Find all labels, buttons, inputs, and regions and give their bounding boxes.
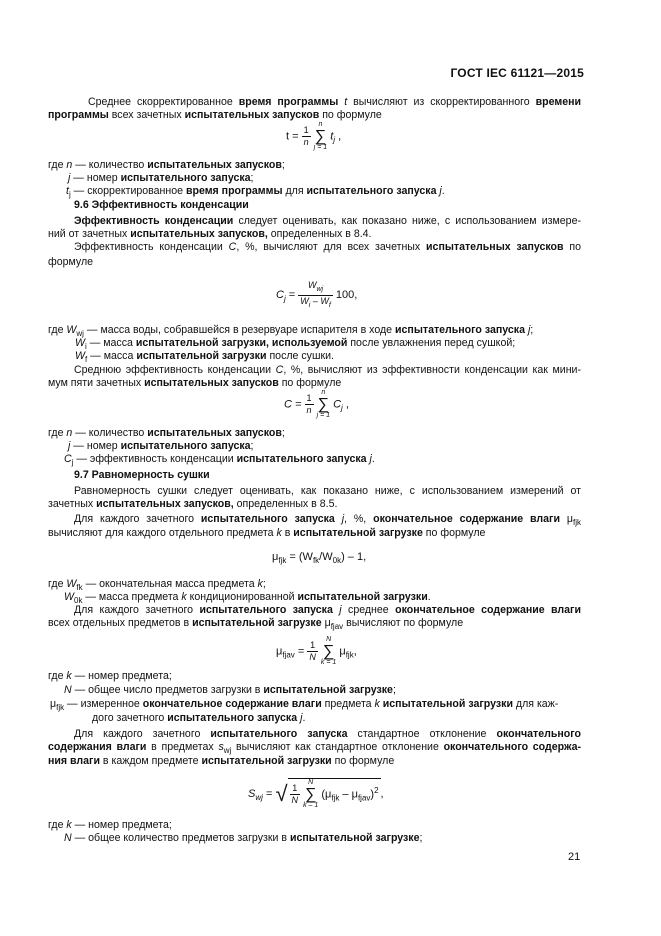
formula-condensation-efficiency: $C_j$ = $\frac{W_{wj}}{W_i - W_f}$ 100,	[276, 280, 358, 309]
text-segment: среднее	[341, 604, 396, 616]
text-segment: вычисляют из скорректированного	[347, 96, 536, 108]
text-line	[48, 228, 372, 241]
text-segment: , %, вычисляют из эффективности конденсации как мини-	[283, 364, 582, 376]
text-segment: где	[48, 324, 67, 336]
text-segment: испытательной загрузки	[136, 350, 267, 362]
text-line	[74, 364, 581, 377]
text-segment: в предметах	[146, 741, 219, 753]
text-segment: где	[48, 578, 67, 590]
text-segment: , %, вычисляют для всех зачетных	[236, 241, 427, 253]
text-segment: j	[68, 440, 71, 452]
text-segment	[335, 513, 345, 525]
text-segment: — общее количество предметов загрузки в	[71, 832, 290, 844]
formula-average-condensation-efficiency: C = $\frac{1}{n}$ n ∑ j = 1 $C_j$ ,	[284, 389, 349, 419]
text-segment: — количество	[72, 159, 148, 171]
text-segment: ний от зачетных	[48, 228, 131, 240]
text-segment: мум пяти зачетных	[48, 377, 145, 389]
text-segment: времени	[535, 96, 582, 108]
text-segment: стандартное отклонение	[347, 728, 497, 740]
text-segment: k	[66, 670, 72, 682]
text-segment: j	[68, 172, 71, 184]
text-segment: W	[64, 591, 74, 603]
text-line	[74, 728, 581, 741]
text-segment: j	[339, 604, 342, 616]
text-segment: где	[48, 819, 67, 831]
text-segment: W	[75, 350, 85, 362]
text-segment: Эффективность конденсации	[74, 241, 229, 253]
section-heading-9-7	[74, 469, 210, 482]
text-segment: предмета	[321, 698, 375, 710]
text-segment: μ	[559, 513, 573, 525]
text-segment: окончательного	[496, 728, 581, 740]
text-segment: испытательных запусков,	[130, 228, 268, 240]
text-segment: — номер	[70, 440, 121, 452]
text-line	[48, 755, 394, 768]
text-segment: ;	[281, 159, 285, 171]
text-segment: всех отдельных предметов в	[48, 617, 193, 629]
text-segment: в каждом предмете	[99, 755, 202, 767]
text-segment: по формуле	[331, 755, 395, 767]
text-segment: Среднее скорректированное	[88, 96, 239, 108]
text-segment: μ	[50, 698, 57, 710]
text-segment: окончательное содержание влаги	[142, 698, 322, 710]
text-line	[48, 256, 93, 269]
text-segment: окончательного содержа-	[443, 741, 582, 753]
standard-header: ГОСТ IEC 61121—2015	[450, 66, 584, 80]
text-segment: испытательного запуска	[395, 324, 525, 336]
text-segment: формуле	[48, 256, 94, 268]
text-segment: где	[48, 427, 67, 439]
text-segment: — номер	[70, 172, 121, 184]
text-segment: испытательного запуска	[199, 604, 333, 616]
formula-standard-deviation: $S_{wj}$ = √ $\frac{1}{N}$ N ∑ k – 1 $(\mu_{fjk} - \mu_{fjav})^2$ ,	[248, 779, 384, 809]
text-segment: j	[439, 185, 442, 197]
text-segment: — окончательная масса предмета	[82, 578, 258, 590]
text-segment: определенных в 8.5.	[233, 498, 338, 510]
text-segment: j	[300, 712, 303, 724]
text-segment: fk	[76, 583, 83, 593]
text-segment: f	[85, 355, 88, 365]
text-segment: s	[218, 741, 224, 753]
text-segment: ;	[392, 684, 396, 696]
text-segment: зачетных	[48, 498, 97, 510]
text-segment: C	[275, 364, 284, 376]
text-segment: 0k	[74, 596, 83, 606]
section-heading-9-6	[74, 199, 249, 212]
text-segment: испытательных запусков	[144, 377, 279, 389]
text-line	[48, 819, 172, 832]
text-segment: следует оценивать, как показано ниже, с использованием измере-	[233, 215, 581, 227]
text-segment: n	[66, 427, 73, 439]
text-segment: испытательных запусков	[426, 241, 564, 253]
text-segment: k	[181, 591, 187, 603]
text-segment: t	[344, 96, 348, 108]
text-segment: по формуле	[422, 527, 486, 539]
text-segment: — масса	[87, 350, 137, 362]
text-line	[74, 485, 581, 498]
text-segment: испытательной загрузки	[382, 698, 513, 710]
text-segment: содержания влаги	[48, 741, 147, 753]
text-segment: ;	[250, 172, 254, 184]
text-segment: Равномерность сушки следует оценивать, как показано ниже, с использованием измерений от	[74, 485, 581, 497]
text-segment: окончательное содержание влаги	[373, 513, 560, 525]
text-segment: 9.6 Эффективность конденсации	[74, 199, 249, 211]
text-segment: испытательной загрузки	[201, 755, 332, 767]
text-segment: испытательной загрузке	[293, 527, 423, 539]
text-segment: .	[427, 591, 431, 603]
text-segment: где	[48, 670, 67, 682]
formula-final-moisture-content: $\mu_{fjk} = (W_{fk}/W_{0k}) - 1$,	[272, 551, 367, 566]
text-segment: после сушки.	[266, 350, 334, 362]
text-segment: .	[371, 453, 375, 465]
text-segment: окончательное содержание влаги	[395, 604, 581, 616]
text-segment: Для каждого зачетного	[74, 604, 200, 616]
text-line	[64, 832, 422, 845]
text-segment: C	[228, 241, 237, 253]
formula-average-final-moisture: $\mu_{fjav}$ = $\frac{1}{N}$ N ∑ k = 1 $\mu_{fjk}$,	[276, 636, 357, 666]
text-segment: определенных в 8.4.	[267, 228, 372, 240]
text-segment: испытательной загрузке	[192, 617, 322, 629]
text-segment: всех зачетных	[108, 109, 185, 121]
text-segment: fjav	[330, 622, 344, 632]
text-segment: fjk	[572, 518, 581, 528]
text-segment: wj	[76, 329, 84, 339]
text-segment: кондиционированной	[186, 591, 298, 603]
text-segment: — масса предмета	[82, 591, 182, 603]
text-segment: k	[276, 527, 282, 539]
text-segment: .	[441, 185, 445, 197]
text-line	[48, 159, 285, 172]
text-segment: Для каждого зачетного	[74, 728, 211, 740]
text-segment: испытательного запуска	[306, 185, 437, 197]
page-number: 21	[568, 851, 581, 863]
text-segment: — общее число предметов загрузки в	[71, 684, 264, 696]
text-segment: — номер предмета;	[71, 819, 172, 831]
text-segment: испытательных запусков,	[96, 498, 234, 510]
text-line	[74, 215, 581, 228]
text-segment: — количество	[72, 427, 148, 439]
text-line	[74, 241, 581, 254]
text-line	[68, 440, 254, 453]
text-line	[48, 427, 285, 440]
text-segment: — масса	[86, 337, 136, 349]
text-line	[64, 453, 375, 469]
text-segment: i	[85, 342, 87, 352]
text-segment: N	[64, 832, 72, 844]
text-segment: ния влаги	[48, 755, 100, 767]
text-segment: — масса воды, собравшейся в резервуаре испарителя в ходе	[83, 324, 396, 336]
text-segment: Среднюю эффективность конденсации	[74, 364, 276, 376]
text-segment: j	[68, 190, 71, 200]
text-segment: j	[527, 324, 531, 336]
text-segment: испытательного запуска	[200, 513, 335, 525]
text-segment: j	[71, 458, 74, 468]
text-segment: испытательного запуска	[210, 728, 348, 740]
text-segment: ;	[281, 427, 285, 439]
text-segment: испытательных запусков	[147, 159, 282, 171]
text-segment: n	[66, 159, 73, 171]
text-segment: испытательного запуска	[120, 172, 251, 184]
text-segment: по формуле	[319, 109, 382, 121]
text-segment: wj	[223, 746, 232, 756]
text-segment: испытательной загрузке	[289, 832, 420, 844]
text-segment: испытательного запуска	[167, 712, 298, 724]
text-segment: k	[374, 698, 380, 710]
text-segment: — эффективность конденсации	[73, 453, 237, 465]
text-segment: ;	[262, 578, 266, 590]
formula-average-program-time: t = $\frac{1}{n}$ n ∑ j = 1 $t_j$ ,	[286, 121, 342, 151]
text-segment: N	[64, 684, 72, 696]
text-segment: W	[66, 578, 77, 590]
text-segment: после увлажнения перед сушкой;	[347, 337, 516, 349]
text-segment: испытательного запуска	[236, 453, 367, 465]
text-segment: испытательных запусков	[147, 427, 282, 439]
text-line	[68, 172, 254, 185]
text-segment: время программы	[185, 185, 283, 197]
text-segment: дого зачетного	[92, 712, 168, 724]
text-segment: .	[302, 712, 306, 724]
text-segment: вычисляют как стандартное отклонение	[231, 741, 444, 753]
text-segment: , %,	[344, 513, 374, 525]
text-segment: для каж-	[512, 698, 559, 710]
text-segment: по формуле	[278, 377, 342, 389]
text-segment: ;	[530, 324, 534, 336]
text-segment: — измеренное	[64, 698, 143, 710]
text-segment: испытательной загрузки	[297, 591, 428, 603]
text-segment: Эффективность конденсации	[74, 215, 234, 227]
text-segment: где	[48, 159, 67, 171]
text-segment: испытательных запусков	[184, 109, 320, 121]
text-segment: для	[282, 185, 307, 197]
text-segment: 9.7 Равномерность сушки	[74, 469, 210, 481]
text-segment: программы	[48, 109, 109, 121]
text-line	[92, 712, 305, 725]
text-line	[74, 604, 581, 617]
text-segment: испытательной загрузки, используемой	[135, 337, 348, 349]
text-segment: по	[563, 241, 581, 253]
text-segment: испытательной загрузке	[263, 684, 393, 696]
text-segment: W	[66, 324, 77, 336]
text-segment: вычисляют по формуле	[343, 617, 464, 629]
text-segment: ;	[250, 440, 254, 452]
text-segment: W	[75, 337, 85, 349]
text-segment: k	[66, 819, 72, 831]
text-line	[48, 527, 485, 540]
text-line	[48, 498, 337, 511]
text-line	[64, 684, 396, 697]
text-segment: k	[257, 578, 263, 590]
text-segment: t	[66, 185, 69, 197]
text-segment: — скорректированное	[70, 185, 186, 197]
text-segment: время программы	[238, 96, 339, 108]
text-line	[88, 96, 581, 109]
text-segment: — номер предмета;	[71, 670, 172, 682]
text-segment: в	[281, 527, 294, 539]
text-segment: fjk	[56, 703, 65, 713]
text-segment: C	[64, 453, 72, 465]
text-segment: Для каждого зачетного	[74, 513, 201, 525]
text-segment: j	[369, 453, 372, 465]
text-segment: j	[341, 513, 345, 525]
text-segment: μ	[321, 617, 331, 629]
text-segment: испытательного запуска	[120, 440, 251, 452]
text-segment: вычисляют для каждого отдельного предмета	[48, 527, 277, 539]
text-segment: ;	[419, 832, 423, 844]
text-line	[48, 670, 172, 683]
text-line	[48, 617, 463, 633]
